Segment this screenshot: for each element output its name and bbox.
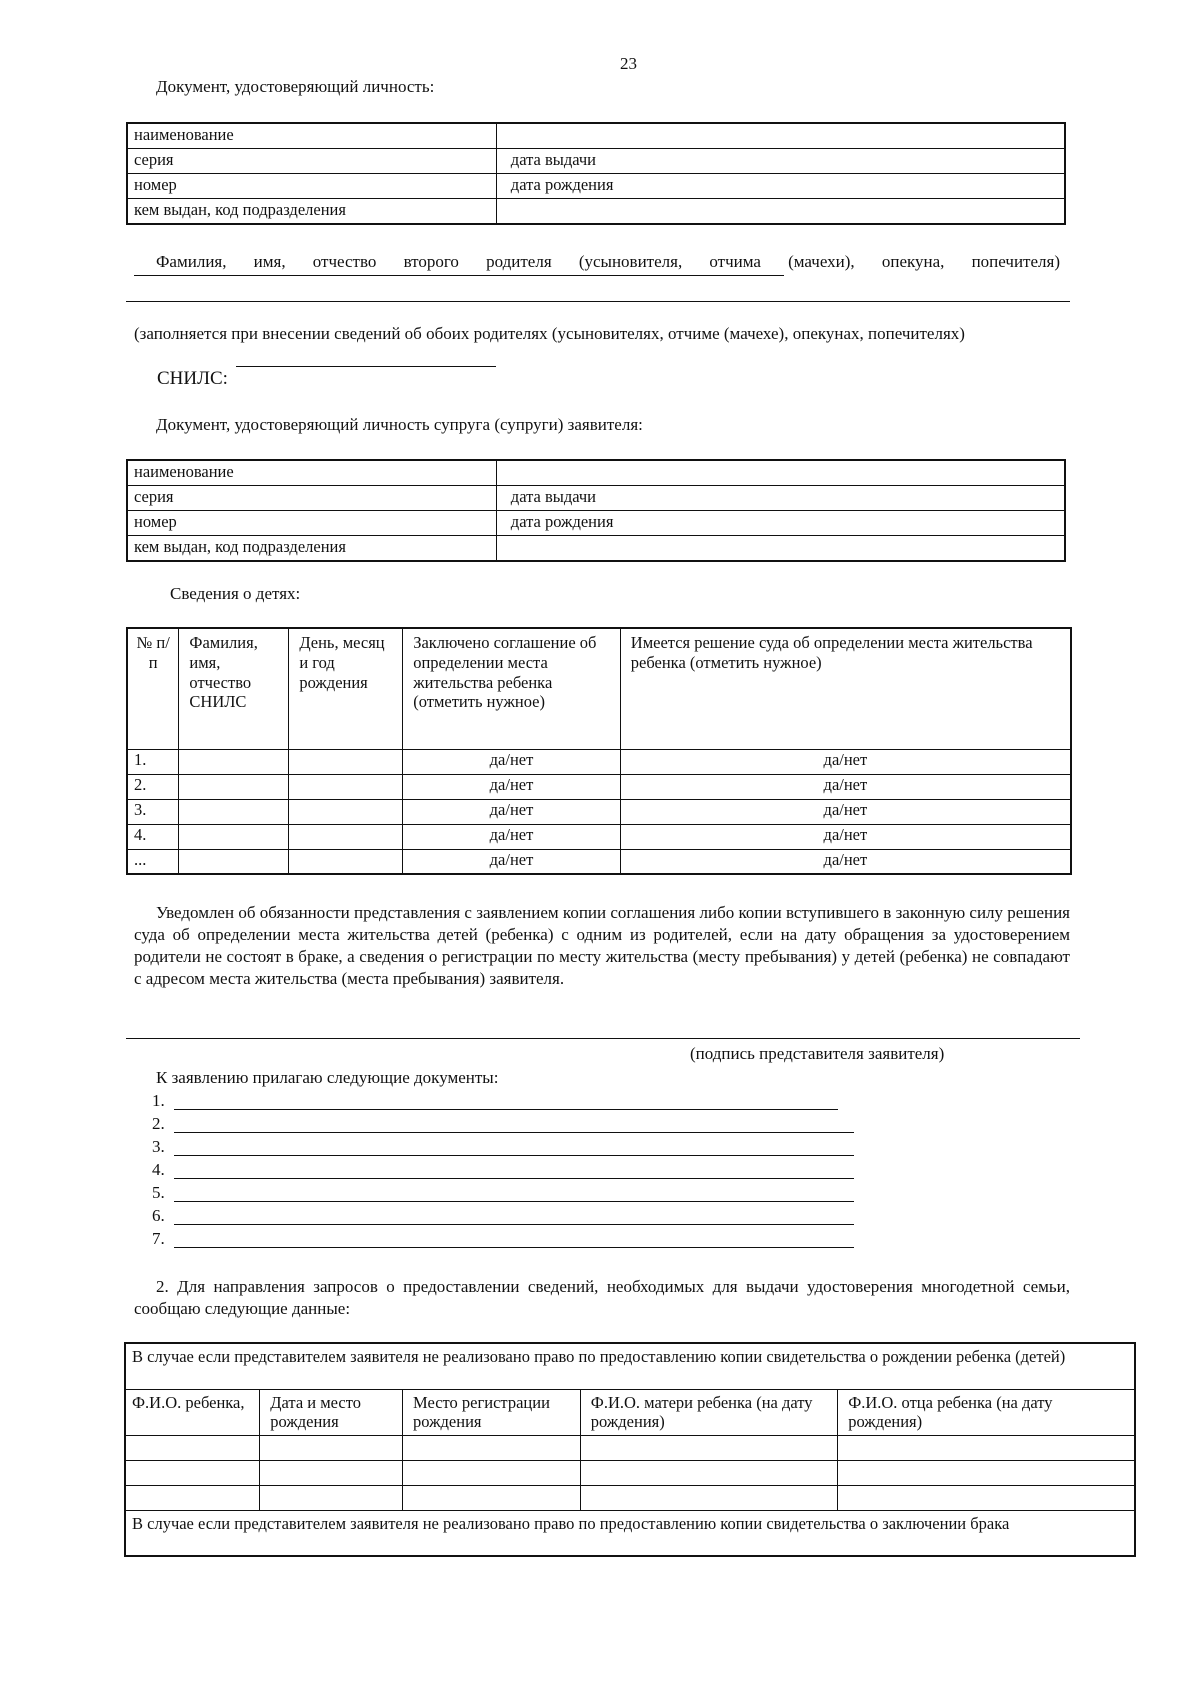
marriage-caption-row: [125, 1510, 1135, 1556]
birth-cell[interactable]: [838, 1460, 1135, 1485]
child-num: 3.: [127, 799, 179, 824]
attachment-input-line[interactable]: [174, 1091, 838, 1110]
birth-cell[interactable]: [403, 1435, 581, 1460]
second-parent-name-line-2[interactable]: [126, 301, 1070, 302]
birth-header-row: [125, 1389, 1135, 1435]
birth-header-date: Дата и место рождения: [260, 1389, 403, 1435]
child-birth-cell[interactable]: [289, 824, 403, 849]
child-court-cell[interactable]: да/нет: [620, 849, 1071, 874]
page-number: 23: [620, 54, 637, 73]
child-num: ...: [127, 849, 179, 874]
child-court-cell[interactable]: да/нет: [620, 824, 1071, 849]
doc2-cell: серия: [127, 486, 496, 511]
children-header-name: Фамилия, имя, отчество СНИЛС: [179, 628, 289, 749]
birth-cell[interactable]: [403, 1485, 581, 1510]
birth-cell[interactable]: [125, 1485, 260, 1510]
second-parent-name-line[interactable]: [134, 275, 784, 276]
child-birth-cell[interactable]: [289, 799, 403, 824]
table-row: [125, 1485, 1135, 1510]
child-court-cell[interactable]: да/нет: [620, 799, 1071, 824]
list-item: [152, 1183, 862, 1206]
birth-cell[interactable]: [838, 1485, 1135, 1510]
table-row: [125, 1435, 1135, 1460]
attachment-number: 1.: [152, 1091, 165, 1110]
doc1-cell: наименование: [127, 123, 496, 149]
birth-cell[interactable]: [580, 1460, 837, 1485]
child-court-cell[interactable]: да/нет: [620, 774, 1071, 799]
table-row: [127, 824, 1071, 849]
doc1-cell[interactable]: дата выдачи: [496, 149, 1065, 174]
attachments-list: [152, 1091, 862, 1252]
birth-cell[interactable]: [580, 1485, 837, 1510]
marriage-caption: В случае если представителем заявителя не реализовано право по предоставлению копии свидетельства о заключении брака: [125, 1510, 1135, 1556]
list-item: [152, 1137, 862, 1160]
section2-text: 2. Для направления запросов о предоставлении сведений, необходимых для выдачи удостоверения многодетной семьи, сообщаю следующие данные:: [134, 1277, 1070, 1319]
child-name-cell[interactable]: [179, 749, 289, 774]
birth-caption: В случае если представителем заявителя не реализовано право по предоставлению копии свидетельства о рождении ребенка (детей): [125, 1343, 1135, 1389]
birth-header-father: Ф.И.О. отца ребенка (на дату рождения): [838, 1389, 1135, 1435]
table-row: [127, 199, 1065, 225]
table-row: [127, 511, 1065, 536]
doc2-cell: номер: [127, 511, 496, 536]
child-name-cell[interactable]: [179, 799, 289, 824]
attachment-number: 3.: [152, 1137, 165, 1156]
child-agreement-cell[interactable]: да/нет: [403, 799, 621, 824]
table-row: [127, 486, 1065, 511]
children-header-num: № п/п: [127, 628, 179, 749]
child-num: 2.: [127, 774, 179, 799]
birth-caption-row: [125, 1343, 1135, 1389]
table-row: [127, 536, 1065, 562]
table-row: [127, 174, 1065, 199]
table-row: [127, 460, 1065, 486]
child-name-cell[interactable]: [179, 824, 289, 849]
birth-header-child: Ф.И.О. ребенка,: [125, 1389, 260, 1435]
birth-cell[interactable]: [125, 1435, 260, 1460]
child-agreement-cell[interactable]: да/нет: [403, 749, 621, 774]
attachment-input-line[interactable]: [174, 1114, 854, 1133]
doc2-cell[interactable]: [496, 536, 1065, 562]
birth-cell[interactable]: [125, 1460, 260, 1485]
child-birth-cell[interactable]: [289, 749, 403, 774]
doc1-table: [126, 122, 1066, 225]
birth-cell[interactable]: [260, 1435, 403, 1460]
child-num: 1.: [127, 749, 179, 774]
table-row: [125, 1460, 1135, 1485]
birth-cell[interactable]: [580, 1435, 837, 1460]
attachment-input-line[interactable]: [174, 1229, 854, 1248]
table-row: [127, 849, 1071, 874]
birth-header-registration: Место регистрации рождения: [403, 1389, 581, 1435]
child-court-cell[interactable]: да/нет: [620, 749, 1071, 774]
table-row: [127, 774, 1071, 799]
doc1-cell[interactable]: [496, 123, 1065, 149]
signature-line[interactable]: [126, 1038, 1080, 1039]
doc2-cell[interactable]: [496, 460, 1065, 486]
child-agreement-cell[interactable]: да/нет: [403, 849, 621, 874]
doc2-cell: кем выдан, код подразделения: [127, 536, 496, 562]
birth-cell[interactable]: [403, 1460, 581, 1485]
doc2-cell[interactable]: дата выдачи: [496, 486, 1065, 511]
children-header-agreement: Заключено соглашение об определении места жительства ребенка (отметить нужное): [403, 628, 621, 749]
snils-label: СНИЛС:: [157, 368, 228, 389]
children-header-birth: День, месяц и год рождения: [289, 628, 403, 749]
children-header-row: [127, 628, 1071, 749]
table-row: [127, 123, 1065, 149]
attachments-heading: К заявлению прилагаю следующие документы:: [156, 1068, 499, 1087]
birth-info-table: [124, 1342, 1136, 1557]
birth-header-mother: Ф.И.О. матери ребенка (на дату рождения): [580, 1389, 837, 1435]
snils-input-line[interactable]: [236, 366, 496, 367]
list-item: [152, 1114, 862, 1137]
second-parent-note: (заполняется при внесении сведений об обоих родителях (усыновителях, отчиме (мачехе), опекунах, попечителях): [134, 324, 965, 343]
table-row: [127, 749, 1071, 774]
child-num: 4.: [127, 824, 179, 849]
children-table: [126, 627, 1072, 875]
doc1-cell[interactable]: [496, 199, 1065, 225]
child-agreement-cell[interactable]: да/нет: [403, 774, 621, 799]
child-name-cell[interactable]: [179, 849, 289, 874]
doc2-table: [126, 459, 1066, 562]
attachment-number: 7.: [152, 1229, 165, 1248]
child-agreement-cell[interactable]: да/нет: [403, 824, 621, 849]
table-row: [127, 799, 1071, 824]
birth-cell[interactable]: [260, 1460, 403, 1485]
list-item: [152, 1160, 862, 1183]
signature-caption: (подпись представителя заявителя): [690, 1044, 945, 1063]
doc1-cell[interactable]: дата рождения: [496, 174, 1065, 199]
attachment-number: 6.: [152, 1206, 165, 1225]
birth-cell[interactable]: [838, 1435, 1135, 1460]
doc1-cell: серия: [127, 149, 496, 174]
child-name-cell[interactable]: [179, 774, 289, 799]
list-item: [152, 1091, 862, 1114]
doc1-cell: кем выдан, код подразделения: [127, 199, 496, 225]
children-header-court: Имеется решение суда об определении места жительства ребенка (отметить нужное): [620, 628, 1071, 749]
second-parent-label: Фамилия, имя, отчество второго родителя (усыновителя, отчима (мачехи), опекуна, попечителя): [156, 252, 1060, 271]
list-item: [152, 1229, 862, 1252]
doc2-cell: наименование: [127, 460, 496, 486]
attachment-number: 4.: [152, 1160, 165, 1179]
notice-paragraph: Уведомлен об обязанности представления с заявлением копии соглашения либо копии вступившего в законную силу решения суда об определении места жительства детей (ребенка) с одним из родителей, если на дату обращения за удостоверением родители не состоят в браке, а сведения о регистрации по месту жительства (месту пребывания) у детей (ребенка) не совпадают с адресом места жительства (места пребывания) заявителя.: [134, 903, 1070, 989]
child-birth-cell[interactable]: [289, 849, 403, 874]
list-item: [152, 1206, 862, 1229]
attachment-number: 2.: [152, 1114, 165, 1133]
doc2-heading: Документ, удостоверяющий личность супруга (супруги) заявителя:: [156, 415, 643, 434]
doc1-heading: Документ, удостоверяющий личность:: [156, 77, 435, 96]
child-birth-cell[interactable]: [289, 774, 403, 799]
attachment-input-line[interactable]: [174, 1183, 854, 1202]
table-row: [127, 149, 1065, 174]
attachment-input-line[interactable]: [174, 1160, 854, 1179]
attachment-number: 5.: [152, 1183, 165, 1202]
birth-cell[interactable]: [260, 1485, 403, 1510]
attachment-input-line[interactable]: [174, 1206, 854, 1225]
doc1-cell: номер: [127, 174, 496, 199]
doc2-cell[interactable]: дата рождения: [496, 511, 1065, 536]
children-heading: Сведения о детях:: [170, 584, 301, 603]
attachment-input-line[interactable]: [174, 1137, 854, 1156]
